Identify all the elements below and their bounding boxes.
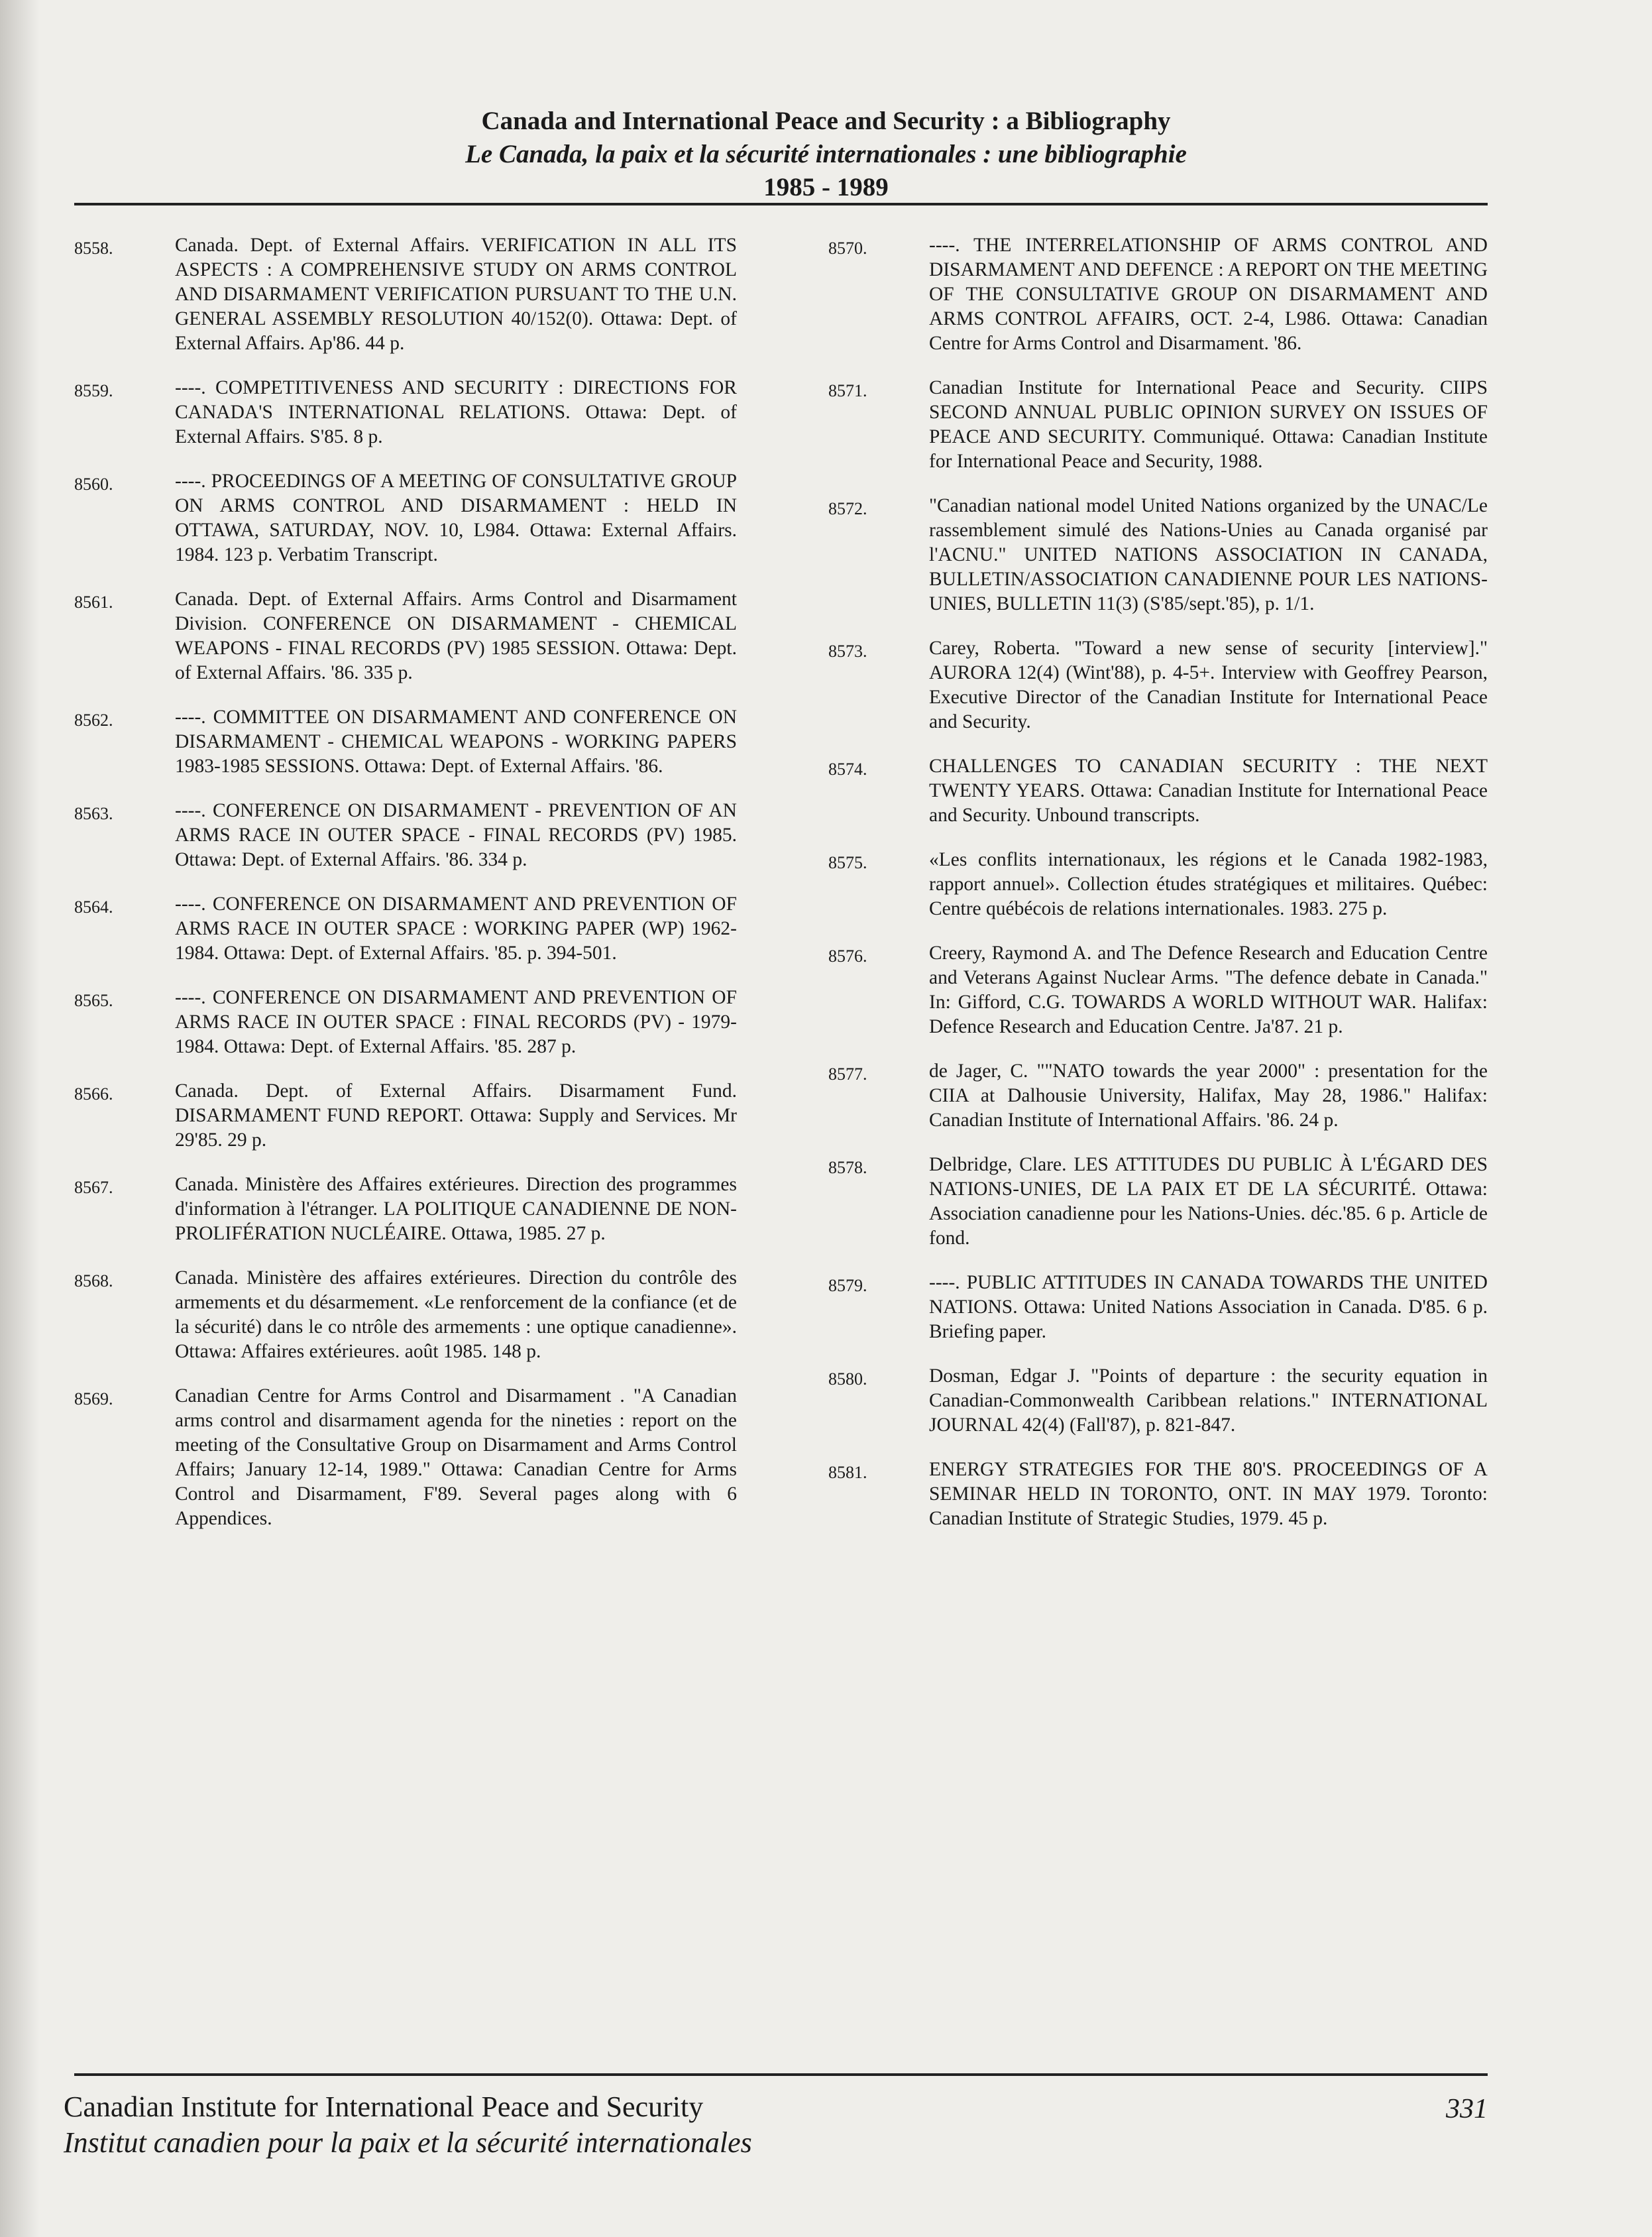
entry-number: 8560. [74,475,113,494]
bibliography-entry [828,1364,1488,1438]
entry-citation: Canadian Institute for International Peace and Security. CIIPS SECOND ANNUAL PUBLIC OPINION SURVEY ON ISSUES OF PEACE AND SECURITY. Communiqué. Ottawa: Canadian Institute for International Peace and Security, 1988. [929,377,1488,472]
entry-citation: CHALLENGES TO CANADIAN SECURITY : THE NEXT TWENTY YEARS. Ottawa: Canadian Institute for International Peace and Security. Unbound transcripts. [929,756,1488,826]
entry-number: 8565. [74,991,113,1010]
entry-citation: ----. COMPETITIVENESS AND SECURITY : DIRECTIONS FOR CANADA'S INTERNATIONAL RELATIONS. Ottawa: Dept. of External Affairs. S'85. 8 p. [175,377,737,447]
entry-number: 8566. [74,1084,113,1104]
entry-number: 8578. [828,1158,867,1177]
entry-citation: Carey, Roberta. "Toward a new sense of security [interview]." AURORA 12(4) (Wint'88), p. 4-5+. Interview with Geoffrey Pearson, Executive Director of the Canadian Institute for International Peace and Security. [929,638,1488,732]
bibliography-entry [74,1173,737,1246]
bibliography-entry [74,892,737,966]
entry-number: 8576. [828,946,867,966]
entry-citation: ----. PROCEEDINGS OF A MEETING OF CONSULTATIVE GROUP ON ARMS CONTROL AND DISARMAMENT : HELD IN OTTAWA, SATURDAY, NOV. 10, L984. Ottawa: External Affairs. 1984. 123 p. Verbatim Transcript. [175,471,737,565]
bibliography-entry [828,233,1488,356]
entry-number: 8563. [74,804,113,823]
entry-citation: ----. CONFERENCE ON DISARMAMENT - PREVENTION OF AN ARMS RACE IN OUTER SPACE - FINAL RECORDS (PV) 1985. Ottawa: Dept. of External Affairs. '86. 334 p. [175,800,737,870]
entry-citation: Canada. Ministère des Affaires extérieures. Direction des programmes d'information à l'étranger. LA POLITIQUE CANADIENNE DE NON-PROLIFÉRATION NUCLÉAIRE. Ottawa, 1985. 27 p. [175,1174,737,1244]
bibliography-entry [828,376,1488,474]
entry-number: 8561. [74,593,113,612]
entry-citation: Dosman, Edgar J. "Points of departure : the security equation in Canadian-Commonwealth Caribbean relations." INTERNATIONAL JOURNAL 42(4) (Fall'87), p. 821-847. [929,1365,1488,1436]
entry-citation: ----. CONFERENCE ON DISARMAMENT AND PREVENTION OF ARMS RACE IN OUTER SPACE : WORKING PAPER (WP) 1962-1984. Ottawa: Dept. of External Affairs. '85. p. 394-501. [175,893,737,964]
entry-number: 8579. [828,1276,867,1295]
bibliography-entry [74,705,737,779]
entry-citation: ENERGY STRATEGIES FOR THE 80'S. PROCEEDINGS OF A SEMINAR HELD IN TORONTO, ONT. IN MAY 1979. Toronto: Canadian Institute of Strategic Studies, 1979. 45 p. [929,1459,1488,1529]
entry-number: 8559. [74,381,113,400]
bibliography-entry [74,587,737,685]
entry-citation: Delbridge, Clare. LES ATTITUDES DU PUBLIC À L'ÉGARD DES NATIONS-UNIES, DE LA PAIX ET DE LA SÉCURITÉ. Ottawa: Association canadienne pour les Nations-Unies. déc.'85. 6 p. Article de fond. [929,1154,1488,1249]
entry-number: 8570. [828,239,867,258]
bibliography-entry [74,469,737,567]
bibliography-entry [828,754,1488,828]
bibliography-entry [828,1458,1488,1531]
page-footer [64,2089,991,2161]
bibliography-entry [74,986,737,1059]
bibliography-entry [74,799,737,872]
page-binding-shadow [0,0,40,2237]
bibliography-entry [828,848,1488,921]
page-header [0,105,1652,204]
bibliography-entry [828,1059,1488,1133]
entry-citation: ----. THE INTERRELATIONSHIP OF ARMS CONTROL AND DISARMAMENT AND DEFENCE : A REPORT ON THE MEETING OF THE CONSULTATIVE GROUP ON DISARMAMENT AND ARMS CONTROL AFFAIRS, OCT. 2-4, L986. Ottawa: Canadian Centre for Arms Control and Disarmament. '86. [929,235,1488,354]
entry-citation: Canada. Ministère des affaires extérieures. Direction du contrôle des armements et du désarmement. «Le renforcement de la confiance (et de la sécurité) dans le co ntrôle des armements : une optique canadienne». Ottawa: Affaires extérieures. août 1985. 148 p. [175,1267,737,1362]
entry-number: 8558. [74,239,113,258]
entry-number: 8567. [74,1178,113,1197]
entry-number: 8574. [828,760,867,779]
bibliography-entry [828,1153,1488,1251]
footer-institute-english: Canadian Institute for International Peace and Security [64,2091,704,2123]
entry-citation: "Canadian national model United Nations organized by the UNAC/Le rassemblement simulé des Nations-Unies au Canada organisé par l'ACNU." UNITED NATIONS ASSOCIATION IN CANADA, BULLETIN/ASSOCIATION CANADIENNE POUR LES NATIONS-UNIES, BULLETIN 11(3) (S'85/sept.'85), p. 1/1. [929,495,1488,614]
entry-citation: Canada. Dept. of External Affairs. VERIFICATION IN ALL ITS ASPECTS : A COMPREHENSIVE STUDY ON ARMS CONTROL AND DISARMAMENT VERIFICATION PURSUANT TO THE U.N. GENERAL ASSEMBLY RESOLUTION 40/152(0). Ottawa: Dept. of External Affairs. Ap'86. 44 p. [175,235,737,354]
header-title-french: Le Canada, la paix et la sécurité internationales : une bibliographie [465,140,1187,168]
entry-citation: ----. PUBLIC ATTITUDES IN CANADA TOWARDS THE UNITED NATIONS. Ottawa: United Nations Association in Canada. D'85. 6 p. Briefing paper. [929,1272,1488,1342]
entry-citation: Canada. Dept. of External Affairs. Arms Control and Disarmament Division. CONFERENCE ON DISARMAMENT - CHEMICAL WEAPONS - FINAL RECORDS (PV) 1985 SESSION. Ottawa: Dept. of External Affairs. '86. 335 p. [175,589,737,683]
bibliography-entry [74,1384,737,1531]
entry-citation: Canadian Centre for Arms Control and Disarmament . "A Canadian arms control and disarmament agenda for the nineties : report on the meeting of the Consultative Group on Disarmament and Arms Control Affairs; January 12-14, 1989." Ottawa: Canadian Centre for Arms Control and Disarmament, F'89. Several pages along with 6 Appendices. [175,1385,737,1529]
entry-number: 8580. [828,1369,867,1389]
bibliography-entry [74,1079,737,1153]
entry-number: 8581. [828,1463,867,1482]
entry-number: 8572. [828,499,867,518]
entry-citation: ----. CONFERENCE ON DISARMAMENT AND PREVENTION OF ARMS RACE IN OUTER SPACE : FINAL RECORDS (PV) - 1979-1984. Ottawa: Dept. of External Affairs. '85. 287 p. [175,987,737,1057]
bibliography-entry [828,1271,1488,1344]
entry-number: 8564. [74,897,113,917]
entry-citation: ----. COMMITTEE ON DISARMAMENT AND CONFERENCE ON DISARMAMENT - CHEMICAL WEAPONS - WORKING PAPERS 1983-1985 SESSIONS. Ottawa: Dept. of External Affairs. '86. [175,707,737,777]
entry-number: 8569. [74,1389,113,1408]
bibliography-entry [828,636,1488,734]
entry-number: 8577. [828,1064,867,1084]
entry-number: 8568. [74,1271,113,1291]
header-rule [74,203,1488,205]
entry-citation: Canada. Dept. of External Affairs. Disarmament Fund. DISARMAMENT FUND REPORT. Ottawa: Supply and Services. Mr 29'85. 29 p. [175,1080,737,1151]
bibliography-entry [74,1266,737,1364]
header-years: 1985 - 1989 [763,173,889,201]
entry-citation: de Jager, C. ""NATO towards the year 2000" : presentation for the CIIA at Dalhousie University, Halifax, May 28, 1986." Halifax: Canadian Institute of International Affairs. '86. 24 p. [929,1061,1488,1131]
entry-number: 8575. [828,853,867,872]
entry-number: 8573. [828,642,867,661]
bibliography-entry [828,494,1488,616]
page-number: 331 [1446,2094,1488,2124]
entry-number: 8571. [828,381,867,400]
left-column [74,233,737,1551]
right-column [828,233,1488,1551]
bibliography-entry [74,376,737,449]
footer-rule [74,2073,1488,2076]
entry-citation: Creery, Raymond A. and The Defence Research and Education Centre and Veterans Against Nuclear Arms. "The defence debate in Canada." In: Gifford, C.G. TOWARDS A WORLD WITHOUT WAR. Halifax: Defence Research and Education Centre. Ja'87. 21 p. [929,943,1488,1037]
bibliography-entry [828,941,1488,1039]
bibliography-entry [74,233,737,356]
header-title-english: Canada and International Peace and Security : a Bibliography [481,107,1171,135]
entry-number: 8562. [74,711,113,730]
footer-institute-french: Institut canadien pour la paix et la sécurité internationales [64,2126,752,2159]
entry-citation: «Les conflits internationaux, les régions et le Canada 1982-1983, rapport annuel». Collection études stratégiques et militaires. Québec: Centre québécois de relations internationales. 1983. 275 p. [929,849,1488,919]
